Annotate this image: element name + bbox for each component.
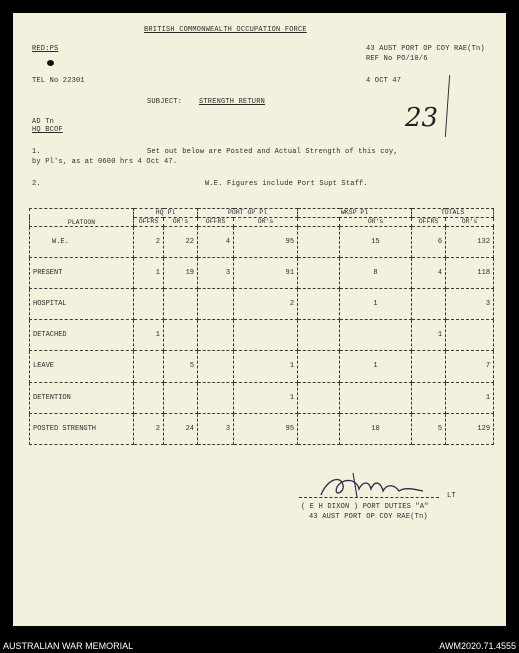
subheader-offrs bbox=[298, 217, 340, 226]
cell bbox=[412, 382, 446, 413]
signature-name: ( E H DIXON ) PORT DUTIES "A" bbox=[301, 503, 429, 511]
cell bbox=[164, 289, 198, 320]
subheader-offrs: OFFRS bbox=[412, 217, 446, 226]
cell bbox=[298, 413, 340, 444]
subheader-offrs: OFFRS bbox=[134, 217, 164, 226]
cell bbox=[340, 382, 412, 413]
cell: 4 bbox=[198, 226, 234, 257]
table-header-groups bbox=[30, 209, 494, 218]
cell bbox=[198, 320, 234, 351]
group-header-hq: HQ Pl bbox=[134, 209, 198, 218]
group-header-wksp: WKSP Pl bbox=[298, 209, 412, 218]
cell bbox=[340, 320, 412, 351]
table-row bbox=[30, 226, 494, 257]
para2-text: W.E. Figures include Port Supt Staff. bbox=[205, 180, 368, 188]
cell: 4 bbox=[412, 257, 446, 288]
footer-accession-number: AWM2020.71.4555 bbox=[439, 641, 516, 651]
header-title: BRITISH COMMONWEALTH OCCUPATION FORCE bbox=[144, 26, 307, 34]
para2-number: 2. bbox=[32, 180, 41, 188]
cell: 22 bbox=[164, 226, 198, 257]
cell: 10 bbox=[340, 413, 412, 444]
cell bbox=[164, 382, 198, 413]
row-label: DETENTION bbox=[30, 382, 134, 413]
cell bbox=[412, 351, 446, 382]
strength-table bbox=[29, 208, 494, 445]
table-row bbox=[30, 257, 494, 288]
cell: 5 bbox=[412, 413, 446, 444]
cell: 1 bbox=[340, 351, 412, 382]
row-label: DETACHED bbox=[30, 320, 134, 351]
row-label: LEAVE bbox=[30, 351, 134, 382]
para1-line2: by Pl's, as at 0600 hrs 4 Oct 47. bbox=[32, 158, 178, 166]
table-row bbox=[30, 382, 494, 413]
ref-right: REF No PO/10/6 bbox=[366, 55, 428, 63]
column-header-platoon: PLATOON bbox=[30, 209, 134, 227]
cell: 2 bbox=[134, 413, 164, 444]
cell bbox=[298, 320, 340, 351]
para1-line1: Set out below are Posted and Actual Strength of this coy, bbox=[147, 148, 398, 156]
subheader-ors: OR's bbox=[234, 217, 298, 226]
addressee-line2: HQ BCOF bbox=[32, 126, 63, 134]
cell: 118 bbox=[446, 257, 494, 288]
cell: 6 bbox=[412, 226, 446, 257]
document-date: 4 OCT 47 bbox=[366, 77, 402, 85]
cell: 3 bbox=[198, 257, 234, 288]
row-label: POSTED STRENGTH bbox=[30, 413, 134, 444]
para1-number: 1. bbox=[32, 148, 41, 156]
cell: 5 bbox=[164, 351, 198, 382]
cell bbox=[412, 289, 446, 320]
cell bbox=[298, 351, 340, 382]
cell: 2 bbox=[134, 226, 164, 257]
cell: 24 bbox=[164, 413, 198, 444]
cell bbox=[198, 289, 234, 320]
subject-text: STRENGTH RETURN bbox=[199, 98, 266, 106]
subheader-ors: OR's bbox=[446, 217, 494, 226]
footer-institution: AUSTRALIAN WAR MEMORIAL bbox=[3, 641, 134, 651]
ref-left: RED:PS bbox=[32, 45, 59, 53]
table-row bbox=[30, 413, 494, 444]
cell: 95 bbox=[234, 413, 298, 444]
subheader-ors: OR's bbox=[164, 217, 198, 226]
cell bbox=[446, 320, 494, 351]
cell: 1 bbox=[234, 351, 298, 382]
cell: 1 bbox=[340, 289, 412, 320]
cell bbox=[298, 226, 340, 257]
signature-line bbox=[299, 497, 439, 498]
signature-rank: LT bbox=[447, 492, 456, 500]
cell bbox=[134, 351, 164, 382]
subheader-ors: OR's bbox=[340, 217, 412, 226]
cell: 95 bbox=[234, 226, 298, 257]
cell: 1 bbox=[134, 257, 164, 288]
cell: 7 bbox=[446, 351, 494, 382]
cell bbox=[234, 320, 298, 351]
cell: 2 bbox=[234, 289, 298, 320]
handwritten-line bbox=[445, 75, 450, 137]
ink-blot bbox=[47, 60, 54, 66]
table-row bbox=[30, 351, 494, 382]
signature-unit: 43 AUST PORT OP COY RAE(Tn) bbox=[309, 513, 428, 521]
group-header-port-op: PORT OP Pl bbox=[198, 209, 298, 218]
cell: 91 bbox=[234, 257, 298, 288]
handwritten-number: 23 bbox=[405, 103, 439, 133]
archive-footer bbox=[0, 640, 519, 653]
cell: 129 bbox=[446, 413, 494, 444]
cell bbox=[298, 257, 340, 288]
row-label: HOSPITAL bbox=[30, 289, 134, 320]
unit-right: 43 AUST PORT OP COY RAE(Tn) bbox=[366, 45, 485, 53]
cell bbox=[298, 382, 340, 413]
group-header-totals: TOTALS bbox=[412, 209, 494, 218]
addressee-line1: AD Tn bbox=[32, 118, 55, 126]
cell: 3 bbox=[198, 413, 234, 444]
table-row bbox=[30, 320, 494, 351]
cell: 1 bbox=[234, 382, 298, 413]
cell: 15 bbox=[340, 226, 412, 257]
cell: 1 bbox=[446, 382, 494, 413]
cell bbox=[134, 382, 164, 413]
tel-number: TEL No 22301 bbox=[32, 77, 85, 85]
cell bbox=[198, 351, 234, 382]
cell: 3 bbox=[446, 289, 494, 320]
cell: 132 bbox=[446, 226, 494, 257]
table-row bbox=[30, 289, 494, 320]
cell bbox=[134, 289, 164, 320]
cell: 1 bbox=[134, 320, 164, 351]
row-label: W.E. bbox=[30, 226, 134, 257]
cell bbox=[164, 320, 198, 351]
cell: 8 bbox=[340, 257, 412, 288]
cell bbox=[298, 289, 340, 320]
subject-label: SUBJECT: bbox=[147, 98, 183, 106]
row-label: PRESENT bbox=[30, 257, 134, 288]
cell: 1 bbox=[412, 320, 446, 351]
cell bbox=[198, 382, 234, 413]
document-page bbox=[13, 13, 506, 626]
subheader-offrs: OFFRS bbox=[198, 217, 234, 226]
cell: 19 bbox=[164, 257, 198, 288]
